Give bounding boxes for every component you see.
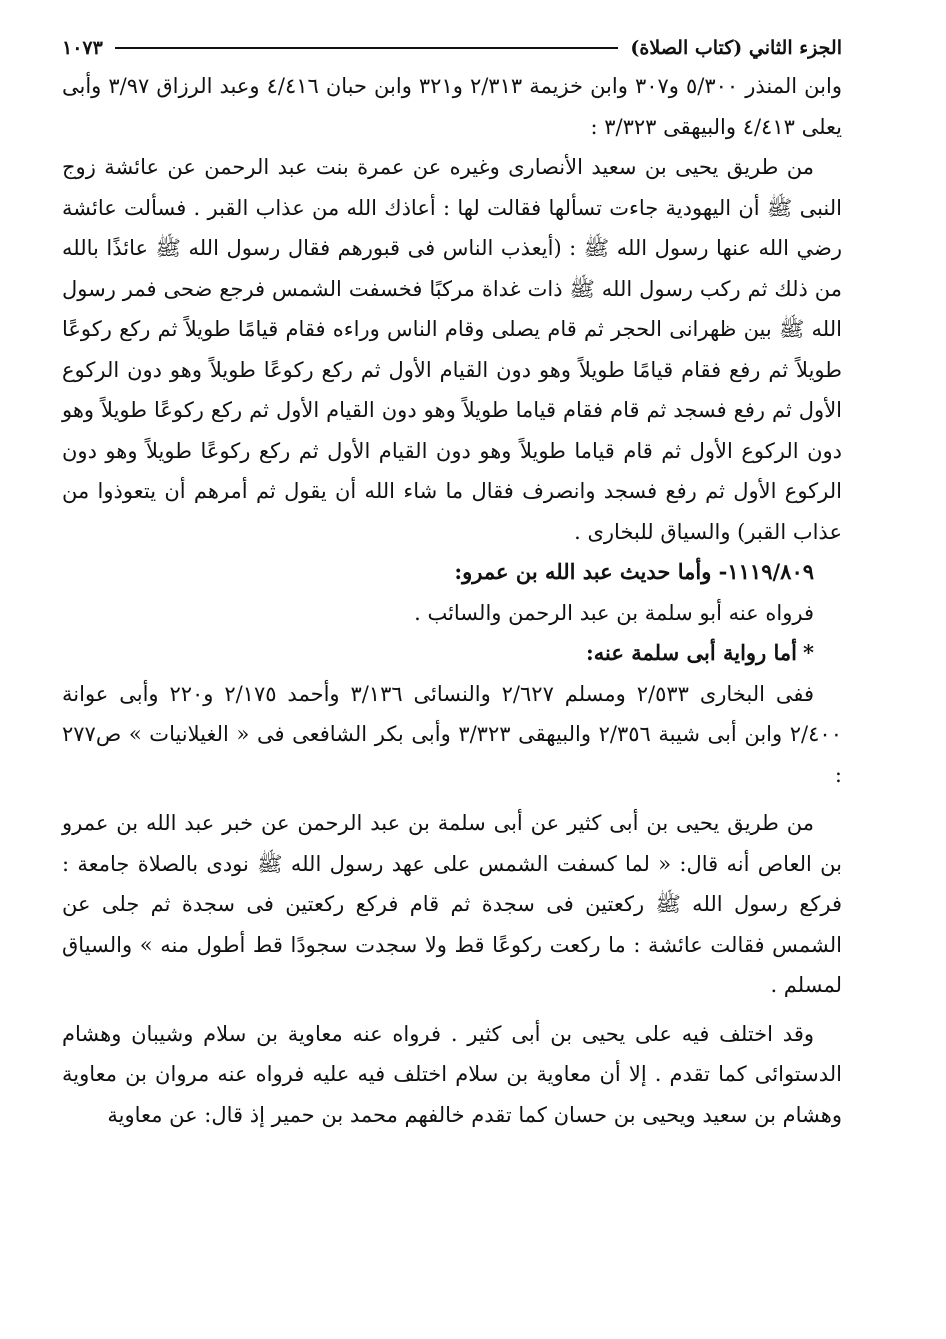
section-heading-abdullah-ibn-amr: ١١١٩/٨٠٩- وأما حديث عبد الله بن عمرو: — [454, 559, 814, 584]
header-rule — [115, 47, 619, 49]
body-text — [62, 66, 842, 1135]
subheading-text: أما رواية أبى سلمة عنه: — [586, 640, 798, 665]
paragraph-sources-abu-salama: ففى البخارى ٢/٥٣٣ ومسلم ٢/٦٢٧ والنسائى ٣/١٣٦ وأحمد ٢/١٧٥ و٢٢٠ وأبى عوانة ٢/٤٠٠ وابن أبى شيبة ٢/٣٥٦ والبيهقى ٣/٣٢٣ وأبى بكر الشافعى فى « الغيلانيات » ص٢٧٧ : — [62, 681, 842, 787]
paragraph-sources-continued: وابن المنذر ٥/٣٠٠ و٣٠٧ وابن خزيمة ٢/٣١٣ و٣٢١ وابن حبان ٤/٤١٦ وعبد الرزاق ٣/٩٧ وأبى يعلى ٤/٤١٣ والبيهقى ٣/٣٢٣ : — [62, 74, 842, 139]
paragraph-narrators: فرواه عنه أبو سلمة بن عبد الرحمن والسائب . — [414, 600, 814, 625]
star-marker: * — [803, 640, 814, 665]
header-title: الجزء الثاني (كتاب الصلاة) — [630, 37, 842, 59]
paragraph-hadith-ibn-amr: من طريق يحيى بن أبى كثير عن أبى سلمة بن عبد الرحمن عن خبر عبد الله بن عمرو بن العاص أنه قال: « لما كسفت الشمس على عهد رسول الله ﷺ نودى بالصلاة جامعة : فركع رسول الله ﷺ ركعتين فى سجدة ثم قام فركع ركعتين فى سجدة ثم جلى عن الشمس فقالت عائشة : ما ركعت ركوعًا قط ولا سجدت سجودًا قط أطول منه » والسياق لمسلم . — [62, 811, 842, 997]
subheading-abu-salama — [62, 633, 842, 674]
running-header — [62, 30, 842, 66]
document-page — [62, 30, 842, 1135]
paragraph-discussion: وقد اختلف فيه على يحيى بن أبى كثير . فرواه عنه معاوية بن سلام وشيبان وهشام الدستوائى كما تقدم . إلا أن معاوية بن سلام اختلف فيه عليه فرواه عنه مروان بن معاوية وهشام بن سعيد ويحيى بن حسان كما تقدم خالفهم محمد بن حمير إذ قال: عن معاوية — [62, 1021, 842, 1127]
paragraph-hadith-aisha: من طريق يحيى بن سعيد الأنصارى وغيره عن عمرة بنت عبد الرحمن عن عائشة زوج النبى ﷺ أن اليهودية جاءت تسألها فقالت لها : أعاذك الله من عذاب القبر . فسألت عائشة رضي الله عنها رسول الله ﷺ : (أيعذب الناس فى قبورهم فقال رسول الله ﷺ عائذًا بالله من ذلك ثم ركب رسول الله ﷺ ذات غداة مركبًا فخسفت الشمس فرجع ضحى فمر رسول الله ﷺ بين ظهرانى الحجر ثم قام يصلى وقام الناس وراءه فقام قيامًا طويلاً ثم ركع ركوعًا طويلاً ثم رفع فقام قيامًا طويلاً وهو دون القيام الأول ثم ركع ركوعًا طويلاً وهو دون الركوع الأول ثم رفع فسجد ثم قام فقام قياما طويلاً وهو دون القيام الأول ثم ركع ركوعًا طويلاً وهو دون الركوع الأول ثم قام قياما طويلاً وهو دون القيام الأول ثم ركع ركوعًا طويلاً وهو دون الركوع الأول ثم رفع فسجد وانصرف فقال ما شاء الله أن يقول ثم أمرهم أن يتعوذوا من عذاب القبر) والسياق للبخارى . — [62, 155, 842, 544]
page-number: ١٠٧٣ — [62, 37, 103, 59]
